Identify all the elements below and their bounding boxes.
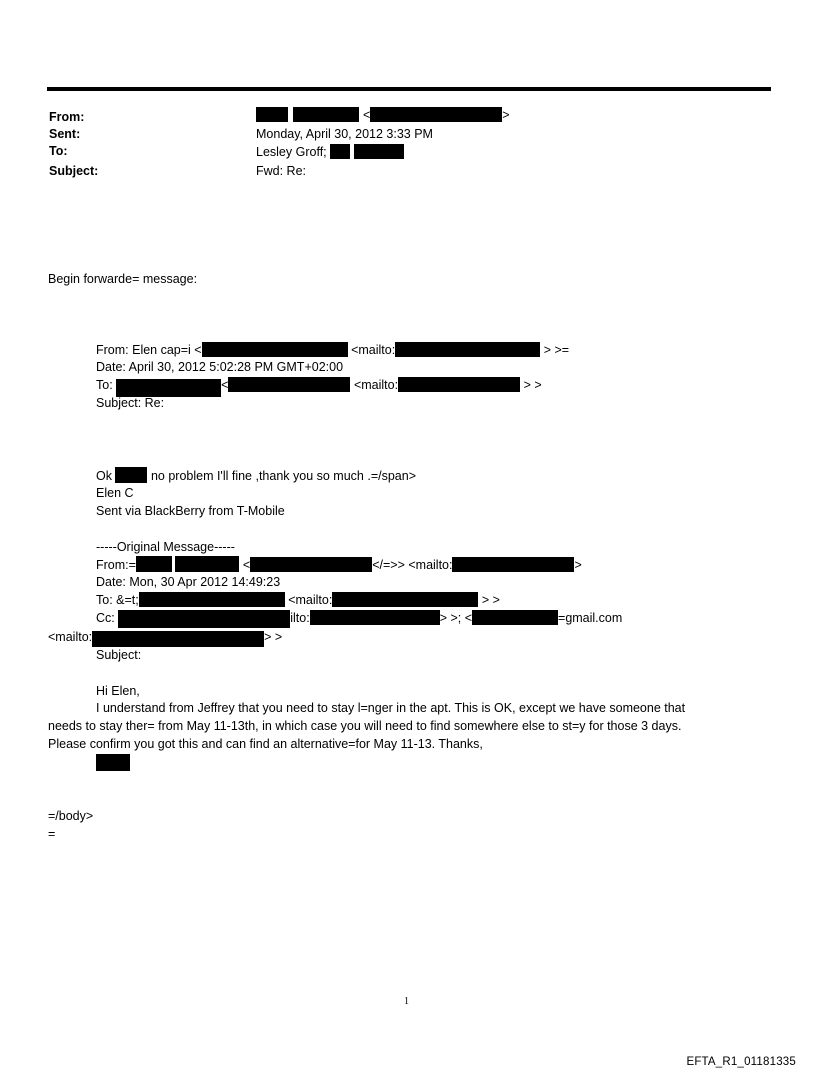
reply-name: Elen C — [96, 486, 134, 500]
paragraph-line-1: I understand from Jeffrey that you need to stay l=nger in the apt. This is OK, except we have someone that — [96, 701, 686, 715]
end-eq: = — [48, 827, 56, 841]
fwd-to-mailto: <mailto: — [353, 378, 399, 392]
greeting: Hi Elen, — [96, 684, 140, 698]
redaction — [115, 467, 147, 483]
redaction — [256, 107, 288, 122]
reply-sent-via: Sent via BlackBerry from T-Mobile — [96, 504, 285, 518]
orig-from-line — [96, 556, 582, 573]
orig-from-lt: < — [242, 558, 251, 572]
orig-from-end: > — [574, 558, 582, 572]
redaction — [354, 144, 404, 159]
reply-rest: no problem I'll fine ,thank you so much .=/span> — [150, 469, 416, 483]
to-label: To: — [49, 144, 68, 158]
fwd-from-end: > >= — [543, 343, 570, 357]
redaction — [395, 342, 540, 357]
redaction — [202, 342, 348, 357]
redaction — [310, 610, 440, 625]
redaction — [118, 610, 290, 628]
to-value — [256, 144, 404, 160]
end-body: =/body> — [48, 809, 94, 823]
orig-to-mailto: <mailto: — [288, 593, 333, 607]
reply-ok: Ok — [96, 469, 112, 483]
redaction — [370, 107, 502, 122]
redaction — [332, 592, 478, 607]
fwd-to-end: > > — [523, 378, 542, 392]
fwd-to-prefix: To: — [96, 378, 113, 392]
redaction — [175, 556, 239, 572]
orig-header: -----Original Message----- — [96, 540, 235, 554]
reply-line — [96, 467, 416, 484]
sent-label: Sent: — [49, 127, 81, 141]
redaction — [250, 557, 372, 572]
orig-cc-line — [96, 610, 622, 628]
from-value — [256, 107, 510, 123]
subject-label: Subject: — [49, 164, 99, 178]
orig-date: Date: Mon, 30 Apr 2012 14:49:23 — [96, 575, 281, 589]
redaction — [398, 377, 520, 392]
orig-to-line — [96, 592, 500, 608]
begin-forwarded: Begin forwarde= message: — [48, 272, 198, 286]
redaction — [472, 610, 558, 625]
document-reference: EFTA_R1_01181335 — [686, 1056, 796, 1068]
from-lt: < — [362, 108, 371, 122]
paragraph-line-2: needs to stay ther= from May 11-13th, in which case you will need to find somewhere else to st=y for those 3 days. — [48, 719, 682, 733]
sent-value: Monday, April 30, 2012 3:33 PM — [256, 127, 433, 141]
redaction — [452, 557, 574, 572]
orig-cc-ilto: ilto: — [290, 611, 310, 625]
from-label: From: — [49, 110, 85, 124]
fwd-subject: Subject: Re: — [96, 396, 165, 410]
fwd-date: Date: April 30, 2012 5:02:28 PM GMT+02:00 — [96, 360, 344, 374]
redaction — [136, 556, 172, 572]
from-gt: > — [502, 108, 510, 122]
orig-from-prefix: From:= — [96, 558, 136, 572]
orig-to-prefix: To: &=t; — [96, 593, 139, 607]
to-recipient: Lesley Groff; — [256, 145, 327, 159]
signature-redaction — [96, 754, 130, 771]
orig-cc2-end: > > — [264, 630, 283, 644]
orig-cc-gmail: =gmail.com — [558, 611, 623, 625]
redaction — [293, 107, 359, 122]
fwd-from-prefix: From: Elen cap=i < — [96, 343, 202, 357]
orig-cc2-line — [48, 629, 282, 647]
orig-cc-mid: > >; < — [439, 611, 473, 625]
orig-cc-prefix: Cc: — [96, 611, 115, 625]
paragraph-line-3: Please confirm you got this and can find an alternative=for May 11-13. Thanks, — [48, 737, 483, 751]
orig-to-end: > > — [481, 593, 500, 607]
orig-subject: Subject: — [96, 648, 142, 662]
redaction — [228, 377, 350, 392]
fwd-from-mailto: <mailto: — [351, 343, 396, 357]
redaction — [139, 592, 285, 607]
orig-cc2-mailto: <mailto: — [48, 630, 93, 644]
orig-from-mid: </=>> <mailto: — [372, 558, 453, 572]
redaction — [92, 631, 264, 647]
fwd-from-line — [96, 342, 569, 358]
redaction — [330, 144, 350, 159]
subject-value: Fwd: Re: — [256, 164, 307, 178]
page-number: 1 — [404, 996, 409, 1007]
fwd-to-lt: < — [221, 378, 229, 392]
fwd-to-line — [96, 377, 542, 397]
header-rule — [47, 87, 771, 91]
